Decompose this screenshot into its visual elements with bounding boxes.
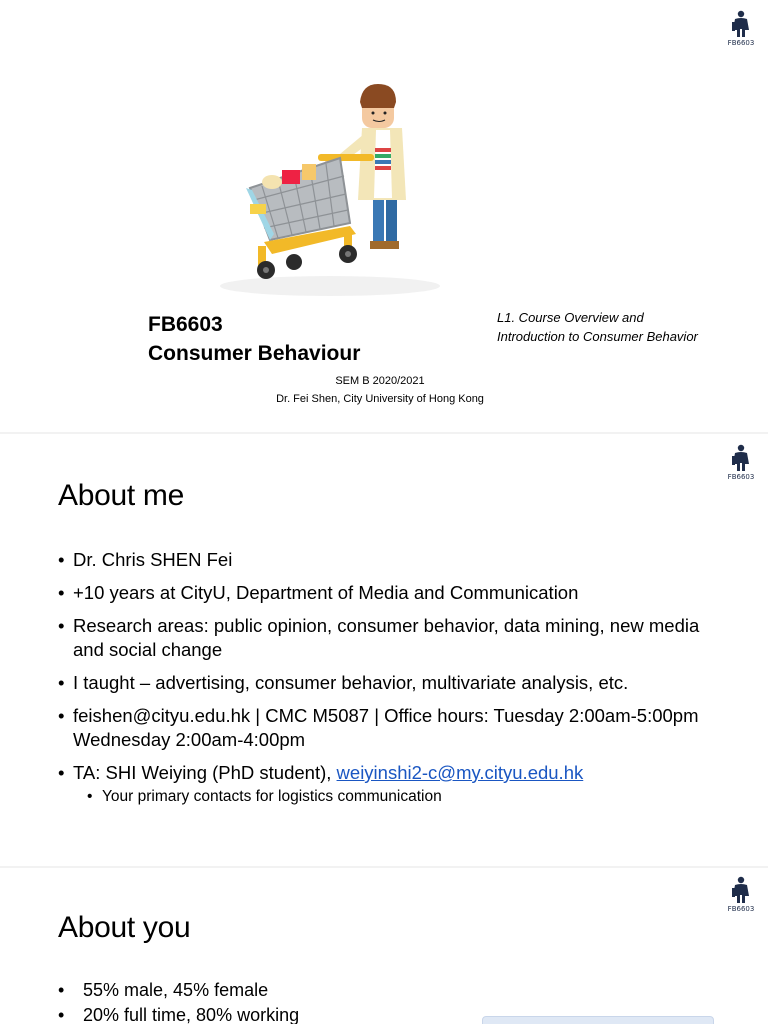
lecture-title-line1: L1. Course Overview and [497,310,644,325]
about-me-list [58,548,718,816]
lecture-title [497,308,757,346]
sub-list-item: • Your primary contacts for logistics communication [87,787,718,807]
course-code: FB6603 [148,313,223,336]
course-name: Consumer Behaviour [148,342,361,365]
chart-box [482,1016,714,1024]
about-you-list [58,978,299,1024]
list-item: • Research areas: public opinion, consumer behavior, data mining, new media and social change [58,614,718,662]
logo-code: FB6603 [727,473,755,481]
title-slide [0,0,768,432]
figure-logo-icon [730,10,752,38]
ta-sub-list [73,787,718,807]
figure-logo-icon [730,876,752,904]
figure-logo-icon [730,444,752,472]
list-item: • 55% male, 45% female [58,978,299,1002]
list-item: • +10 years at CityU, Department of Media and Communication [58,581,718,605]
lecture-title-line2: Introduction to Consumer Behavior [497,329,698,344]
ta-label: TA: SHI Weiying (PhD student), [73,762,337,783]
semester: SEM B 2020/2021 [335,375,425,387]
university-logo [726,444,756,481]
list-item: • 20% full time, 80% working [58,1003,299,1024]
university-logo [726,876,756,913]
about-me-slide [0,434,768,866]
logo-code: FB6603 [727,905,755,913]
slide-title: About me [58,479,185,512]
logo-code: FB6603 [727,39,755,47]
lecturer: Dr. Fei Shen, City University of Hong Kong [276,393,484,405]
university-logo [726,10,756,47]
list-item-ta [58,761,718,807]
shopping-cart-figure-illustration [180,58,480,303]
about-you-slide [0,868,768,1024]
list-item: • I taught – advertising, consumer behavior, multivariate analysis, etc. [58,671,718,695]
list-item: • feishen@cityu.edu.hk | CMC M5087 | Office hours: Tuesday 2:00am-5:00pm Wednesday 2:00am-4:00pm [58,704,718,752]
ta-email-link[interactable]: weiyinshi2-c@my.cityu.edu.hk [336,762,584,783]
slide-title: About you [58,911,191,944]
list-item: • Dr. Chris SHEN Fei [58,548,718,572]
